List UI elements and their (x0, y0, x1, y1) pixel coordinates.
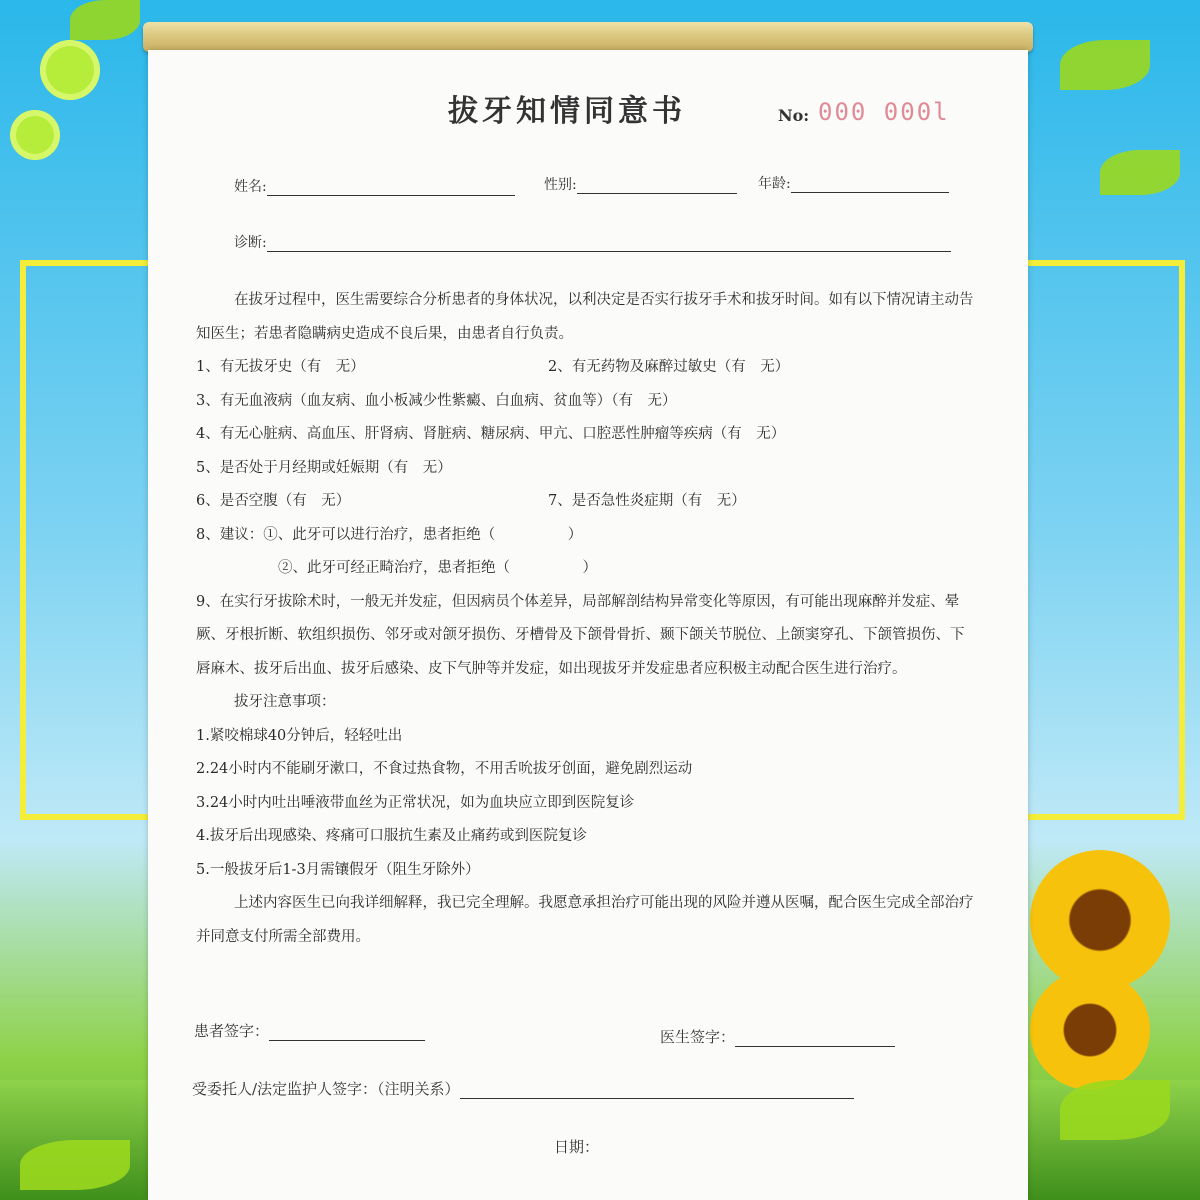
gender-field (544, 174, 737, 194)
leaf-decoration (1100, 150, 1180, 195)
note-item: 2.24小时内不能刷牙漱口，不食过热食物，不用舌吮拔牙创面，避免剧烈运动 (196, 761, 693, 777)
gender-label: 性别: (544, 177, 577, 193)
leaf-decoration (1060, 40, 1150, 90)
item-q8a: 8、建议：①、此牙可以进行治疗，患者拒绝（ ） (196, 526, 583, 543)
doctor-signature-line[interactable] (735, 1032, 895, 1047)
form-body (196, 284, 976, 954)
diagnosis-label: 诊断: (234, 235, 267, 251)
item-q2: 2、有无药物及麻醉过敏史（有 无） (548, 359, 790, 375)
form-number: 000 000l (818, 98, 950, 126)
doctor-signature-field (660, 1026, 895, 1047)
form-title: 拔牙知情同意书 (448, 94, 686, 129)
guardian-signature-line[interactable] (460, 1084, 854, 1099)
scroll-rod (143, 22, 1033, 52)
consent-form (148, 50, 1028, 1200)
item-q3: 3、有无血液病（血友病、血小板减少性紫癜、白血病、贫血等）（有 无） (196, 392, 677, 409)
date-label: 日期： (554, 1138, 600, 1156)
patient-signature-label: 患者签字： (194, 1022, 270, 1040)
patient-signature-line[interactable] (269, 1026, 425, 1041)
leaf-decoration (70, 0, 140, 40)
form-number-label: No: (778, 106, 810, 125)
age-input-line[interactable] (791, 178, 949, 193)
doctor-signature-label: 医生签字： (660, 1028, 736, 1046)
item-q9: 9、在实行牙拔除术时，一般无并发症，但因病员个体差异，局部解剖结构异常变化等原因，有可能出现麻醉并发症、晕厥、牙根折断、软组织损伤、邻牙或对颌牙损伤、牙槽骨及下颌骨骨折、颞下颌关节脱位、上颌窦穿孔、下颌管损伤、下唇麻木、拔牙后出血、拔牙后感染、皮下气肿等并发症，如出现拔牙并发症患者应积极主动配合医生进行治疗。 (196, 593, 965, 677)
clover-decoration (10, 110, 60, 160)
patient-signature-field (194, 1020, 425, 1041)
item-q1: 1、有无拔牙史（有 无） (196, 359, 365, 375)
item-q6: 6、是否空腹（有 无） (196, 493, 351, 509)
item-q7: 7、是否急性炎症期（有 无） (548, 493, 746, 509)
diagnosis-field (234, 232, 951, 252)
item-row (196, 485, 976, 519)
clover-decoration (40, 40, 100, 100)
name-input-line[interactable] (267, 181, 515, 196)
item-q5: 5、是否处于月经期或妊娠期（有 无） (196, 459, 452, 476)
age-label: 年龄: (758, 176, 791, 192)
item-q4: 4、有无心脏病、高血压、肝肾病、肾脏病、糖尿病、甲亢、口腔恶性肿瘤等疾病（有 无） (196, 426, 786, 442)
notes-title: 拔牙注意事项： (234, 694, 336, 710)
leaf-decoration (20, 1140, 130, 1190)
sunflower-decoration (1030, 970, 1150, 1090)
name-field (234, 176, 515, 196)
name-label: 姓名: (234, 179, 267, 195)
sunflower-decoration (1030, 850, 1170, 990)
guardian-signature-field (192, 1078, 854, 1099)
guardian-signature-label: 受委托人/法定监护人签字：（注明关系） (192, 1080, 460, 1098)
age-field (758, 173, 949, 193)
gender-input-line[interactable] (577, 179, 737, 194)
statement-paragraph: 上述内容医生已向我详细解释，我已完全理解。我愿意承担治疗可能出现的风险并遵从医嘱，配合医生完成全部治疗并同意支付所需全部费用。 (196, 895, 974, 945)
note-item: 5.一般拔牙后1-3月需镶假牙（阻生牙除外） (196, 861, 480, 878)
note-item: 4.拔牙后出现感染、疼痛可口服抗生素及止痛药或到医院复诊 (196, 828, 587, 844)
leaf-decoration (1060, 1080, 1170, 1140)
item-q8b: ②、此牙可经正畸治疗，患者拒绝（ ） (278, 560, 597, 576)
note-item: 1.紧咬棉球40分钟后，轻轻吐出 (196, 727, 403, 744)
note-item: 3.24小时内吐出唾液带血丝为正常状况，如为血块应立即到医院复诊 (196, 794, 635, 811)
intro-paragraph: 在拔牙过程中，医生需要综合分析患者的身体状况，以利决定是否实行拔牙手术和拔牙时间。如有以下情况请主动告知医生；若患者隐瞒病史造成不良后果，由患者自行负责。 (196, 292, 974, 342)
date-field (554, 1136, 599, 1157)
item-row (196, 351, 976, 385)
diagnosis-input-line[interactable] (267, 237, 951, 252)
